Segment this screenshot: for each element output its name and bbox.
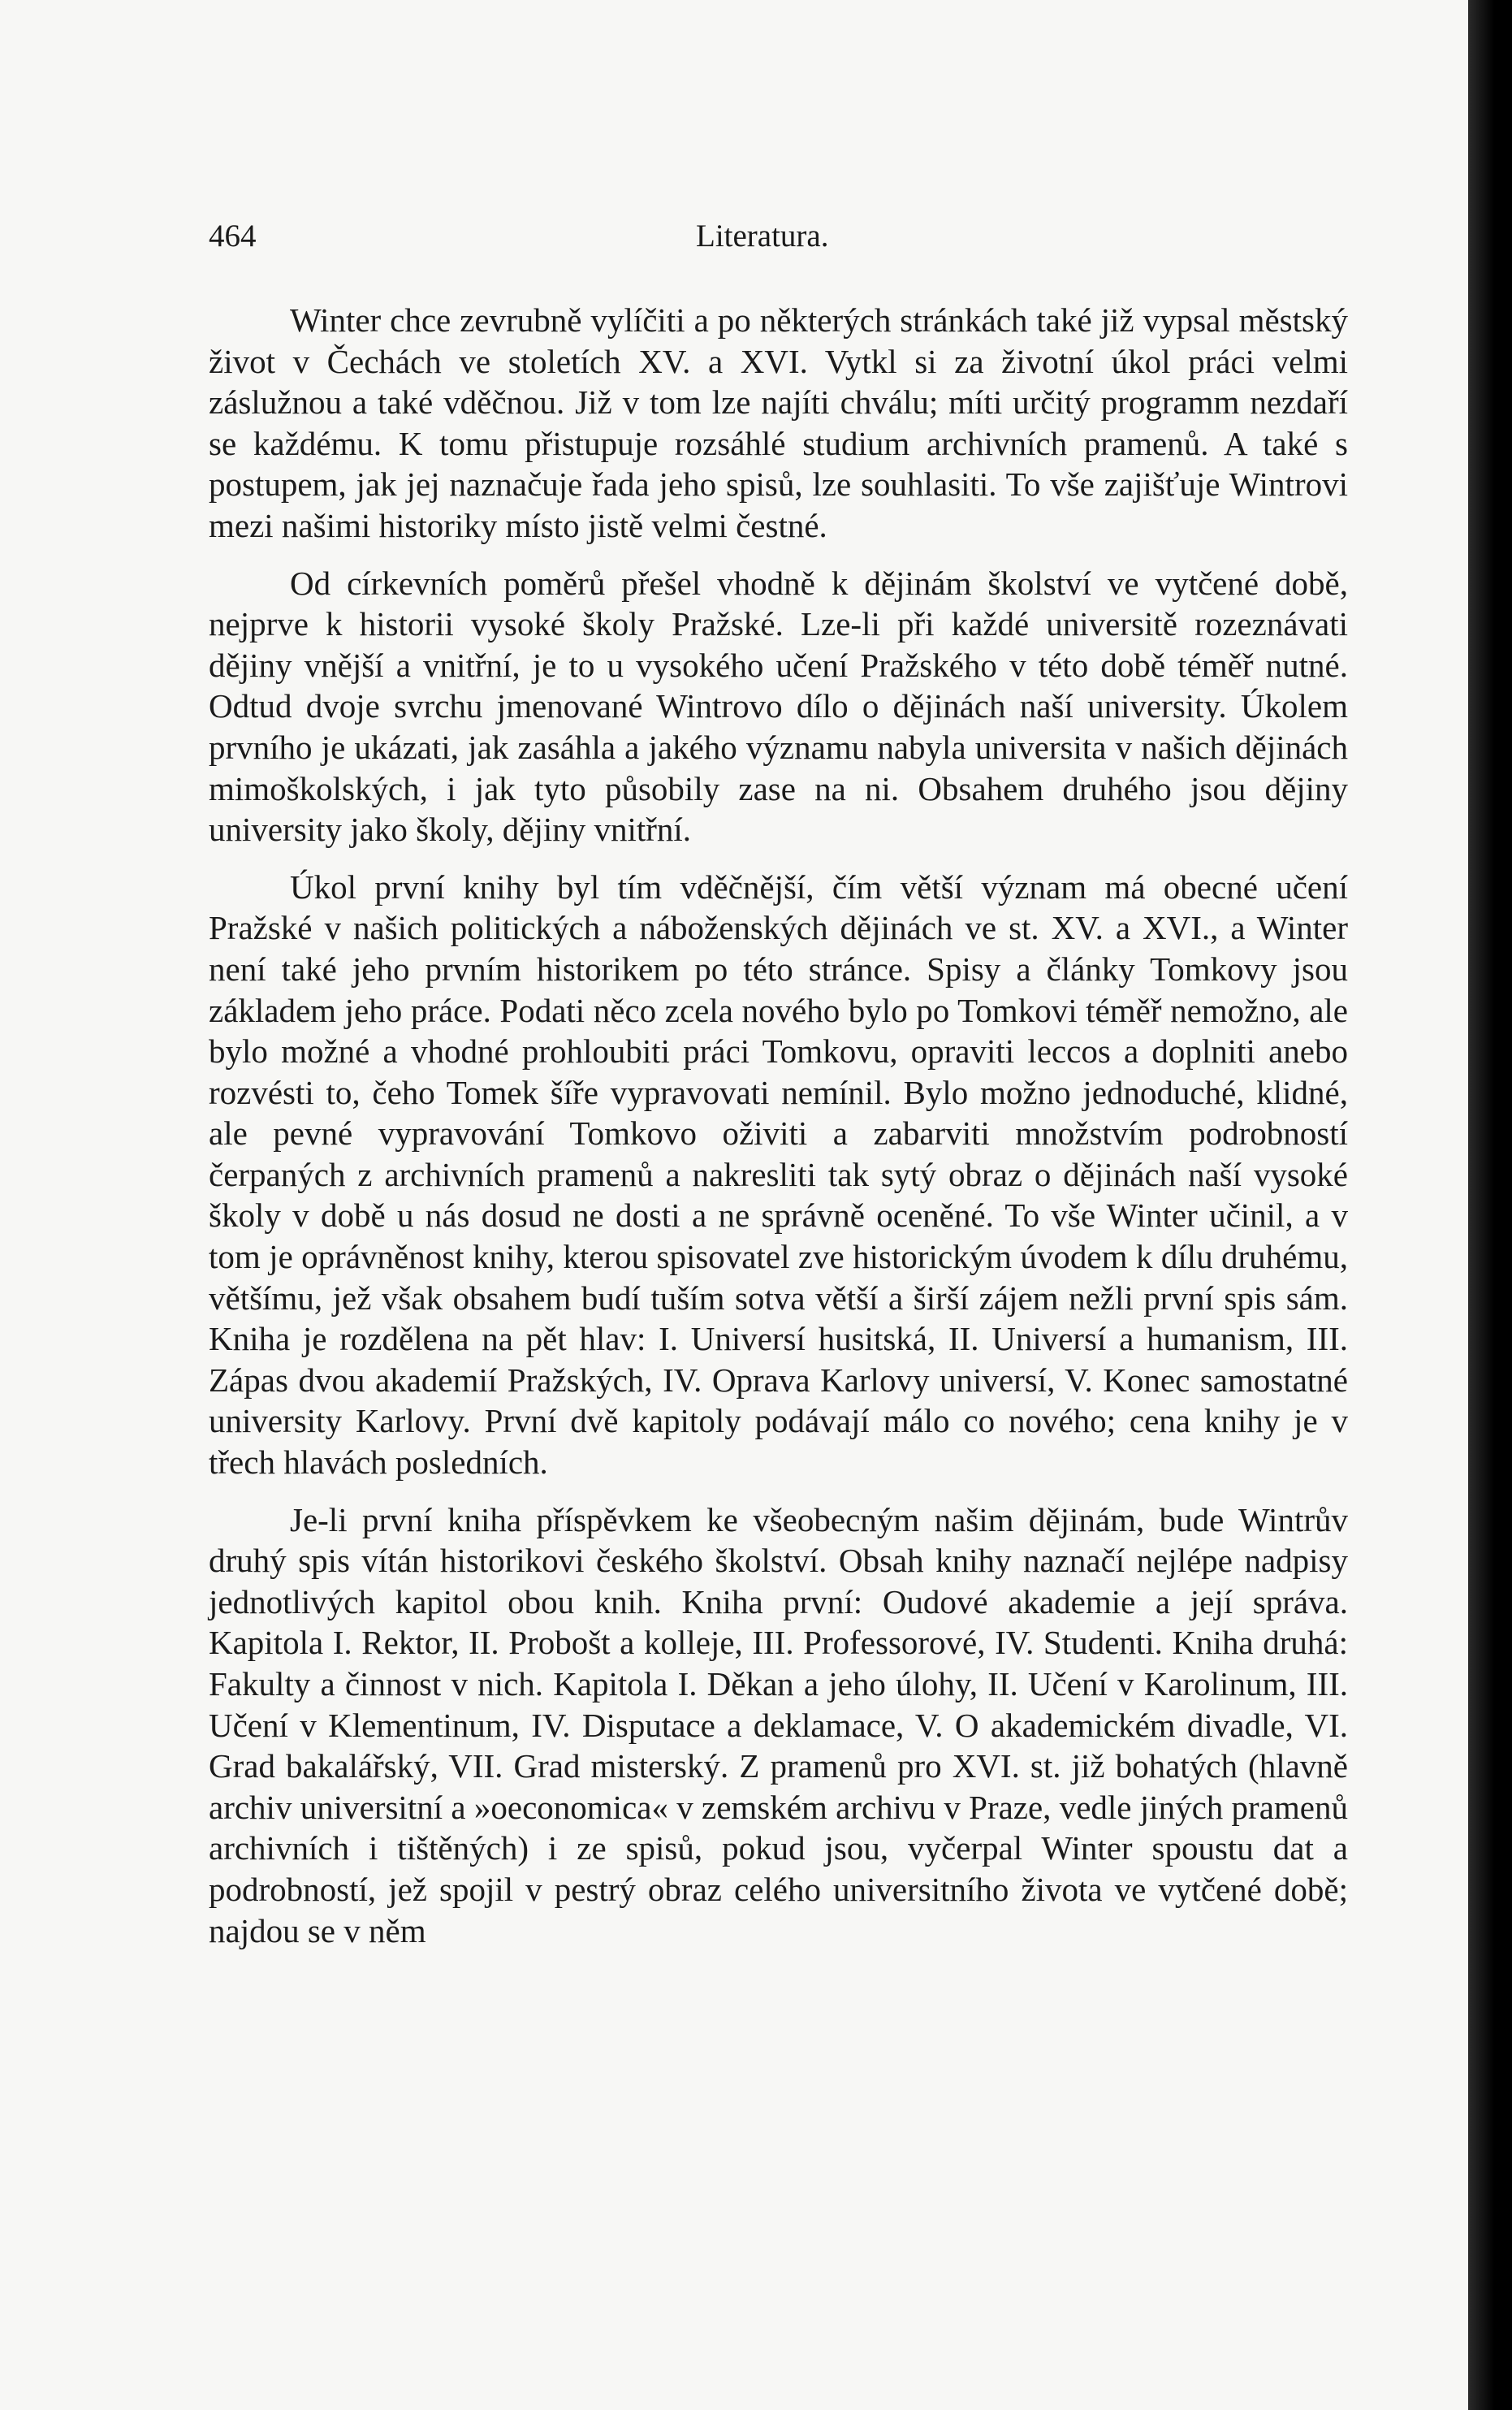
page-header <box>209 218 1348 258</box>
paragraph-4: Je-li první kniha příspěvkem ke všeobecným našim dějinám, bude Wintrův druhý spis vítán historikovi českého školství. Obsah knihy naznačí nejlépe nadpisy jednotlivých kapitol obou knih. Kniha první: Oudové akademie a její správa. Kapitola I. Rektor, II. Probošt a kolleje, III. Professorové, IV. Studenti. Kniha druhá: Fakulty a činnost v nich. Kapitola I. Děkan a jeho úlohy, II. Učení v Karolinum, III. Učení v Klementinum, IV. Disputace a deklamace, V. O akademickém divadle, VI. Grad bakalářský, VII. Grad misterský. Z pramenů pro XVI. st. již bohatých (hlavně archiv universitní a »oeconomica« v zemském archivu v Praze, vedle jiných pramenů archivních i tištěných) i ze spisů, pokud jsou, vyčerpal Winter spoustu dat a podrobností, jež spojil v pestrý obraz celého universitního života ve vytčené době; najdou se v něm <box>209 1500 1348 1949</box>
paragraph-2: Od církevních poměrů přešel vhodně k dějinám školství ve vytčené době, nejprve k historii vysoké školy Pražské. Lze-li při každé universitě rozeznávati dějiny vnější a vnitřní, je to u vysokého učení Pražského v této době téměř nutné. Odtud dvoje svrchu jmenované Wintrovo dílo o dějinách naší university. Úkolem prvního je ukázati, jak zasáhla a jakého významu nabyla universita v našich dějinách mimoškolských, i jak tyto působily zase na ni. Obsahem druhého jsou dějiny university jako školy, dějiny vnitřní. <box>209 564 1348 849</box>
scan-edge-shadow <box>1468 0 1512 2410</box>
running-title: Literatura. <box>696 219 829 253</box>
paragraph-1: Winter chce zevrubně vylíčiti a po některých stránkách také již vypsal městský život v Čechách ve stoletích XV. a XVI. Vytkl si za životní úkol práci velmi záslužnou a také vděčnou. Již v tom lze najíti chválu; míti určitý programm nezdaří se každému. K tomu přistupuje rozsáhlé studium archivních pramenů. A také s postupem, jak jej naznačuje řada jeho spisů, lze souhlasiti. To vše zajišťuje Wintrovi mezi našimi historiky místo jistě velmi čestné. <box>209 301 1348 544</box>
paragraph-3: Úkol první knihy byl tím vděčnější, čím větší význam má obecné učení Pražské v našich politických a náboženských dějinách ve st. XV. a XVI., a Winter není také jeho prvním historikem po této stránce. Spisy a články Tomkovy jsou základem jeho práce. Podati něco zcela nového bylo po Tomkovi téměř nemožno, ale bylo možné a vhodné prohloubiti práci Tomkovu, opraviti leccos a doplniti anebo rozvésti to, čeho Tomek šíře vypravovati nemínil. Bylo možno jednoduché, klidné, ale pevné vypravování Tomkovo oživiti a zabarviti množstvím podrobností čerpaných z archivních pramenů a nakresliti tak sytý obraz o dějinách naší vysoké školy v době u nás dosud ne dosti a ne správně oceněné. To vše Winter učinil, a v tom je oprávněnost knihy, kterou spisovatel zve historickým úvodem k dílu druhému, většímu, jež však obsahem budí tuším sotva větší a širší zájem nežli první spis sám. Kniha je rozdělena na pět hlav: I. Universí husitská, II. Universí a humanism, III. Zápas dvou akademií Pražských, IV. Oprava Karlovy universí, V. Konec samostatné university Karlovy. První dvě kapitoly podávají málo co nového; cena knihy je v třech hlavách posledních. <box>209 868 1348 1482</box>
body-text <box>209 300 1348 1951</box>
page-number: 464 <box>209 219 257 253</box>
